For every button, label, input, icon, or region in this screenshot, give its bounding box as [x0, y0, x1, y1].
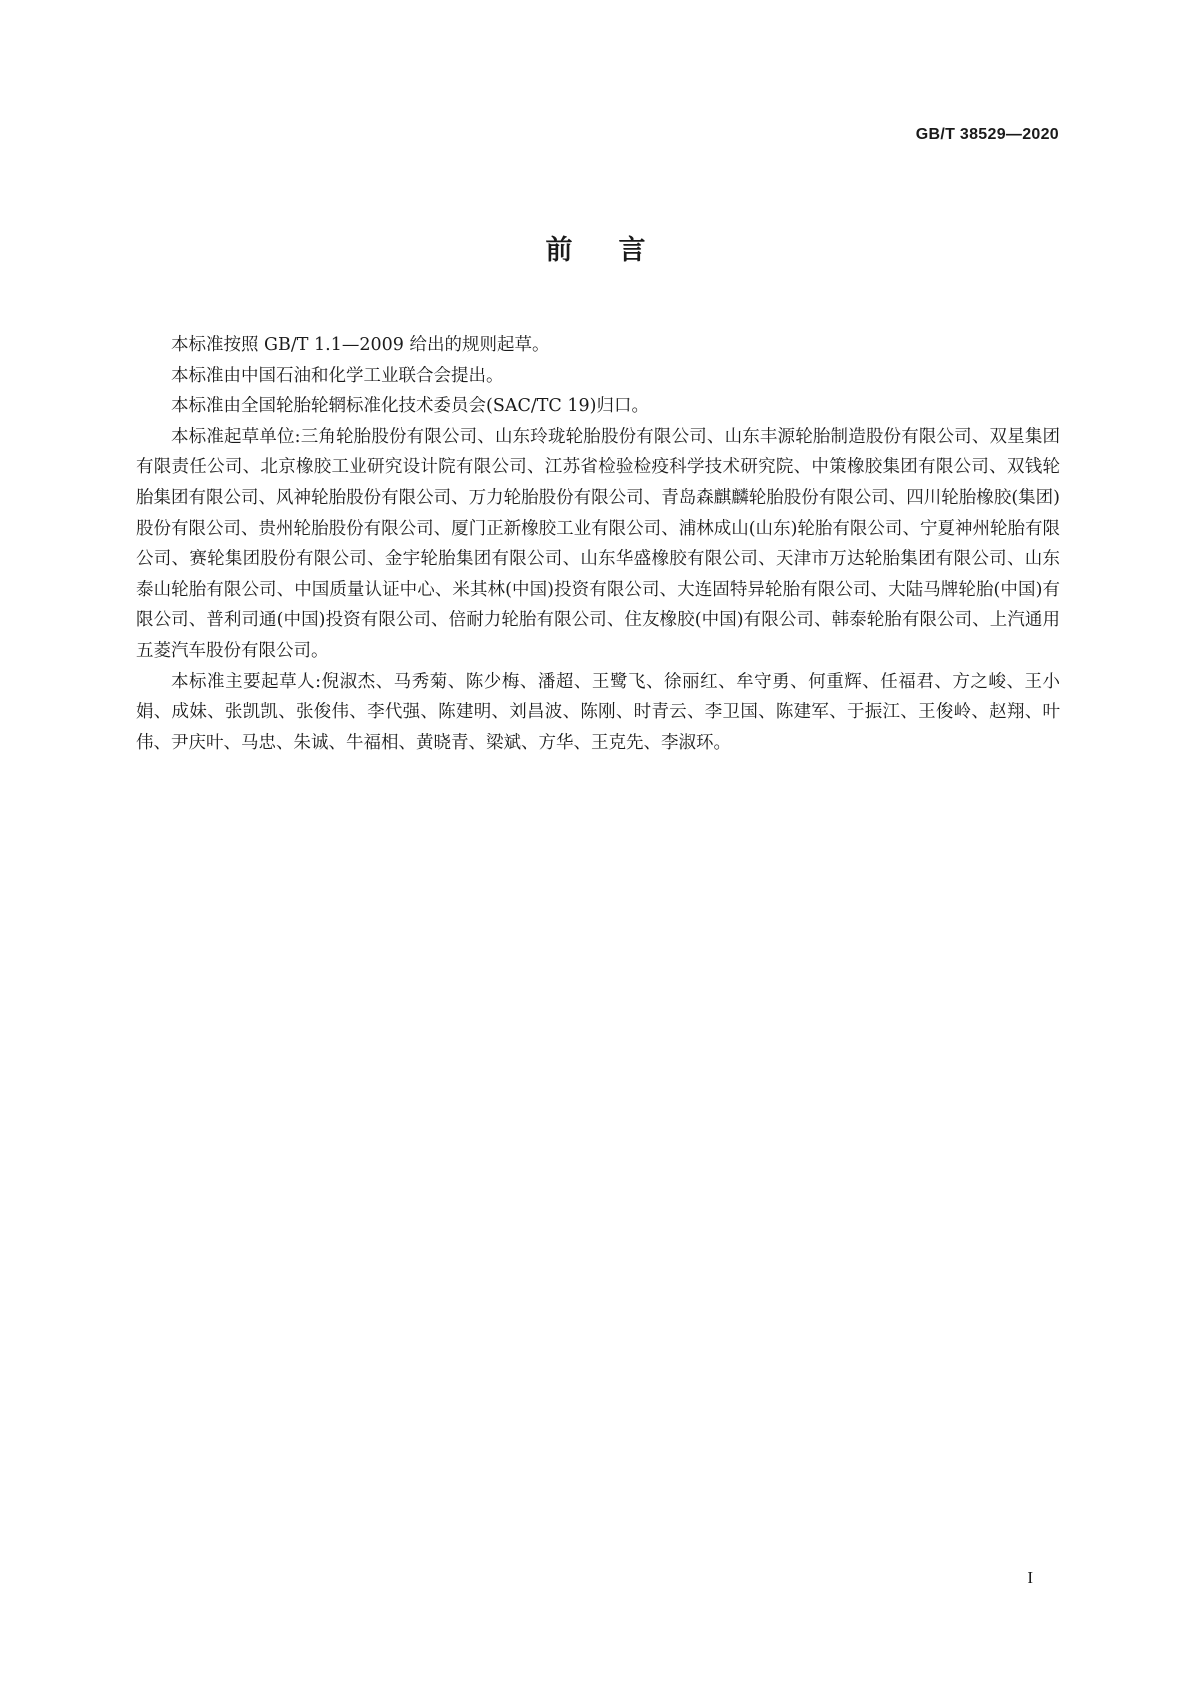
standard-code: GB/T 38529—2020	[915, 126, 1059, 143]
section-title	[0, 228, 1191, 267]
paragraph-drafting-units: 本标准起草单位:三角轮胎股份有限公司、山东玲珑轮胎股份有限公司、山东丰源轮胎制造股份有限公司、双星集团有限责任公司、北京橡胶工业研究设计院有限公司、江苏省检验检疫科学技术研究院、中策橡胶集团有限公司、双钱轮胎集团有限公司、风神轮胎股份有限公司、万力轮胎股份有限公司、青岛森麒麟轮胎股份有限公司、四川轮胎橡胶(集团)股份有限公司、贵州轮胎股份有限公司、厦门正新橡胶工业有限公司、浦林成山(山东)轮胎有限公司、宁夏神州轮胎有限公司、赛轮集团股份有限公司、金宇轮胎集团有限公司、山东华盛橡胶有限公司、天津市万达轮胎集团有限公司、山东泰山轮胎有限公司、中国质量认证中心、米其林(中国)投资有限公司、大连固特异轮胎有限公司、大陆马牌轮胎(中国)有限公司、普利司通(中国)投资有限公司、倍耐力轮胎有限公司、住友橡胶(中国)有限公司、韩泰轮胎有限公司、上汽通用五菱汽车股份有限公司。	[136, 426, 1060, 661]
paragraph-drafting-rules: 本标准按照 GB/T 1.1—2009 给出的规则起草。	[171, 335, 550, 355]
paragraph-drafters: 本标准主要起草人:倪淑杰、马秀菊、陈少梅、潘超、王鹭飞、徐丽红、牟守勇、何重辉、任福君、方之峻、王小娟、成妹、张凯凯、张俊伟、李代强、陈建明、刘昌波、陈刚、时青云、李卫国、陈建军、于振江、王俊岭、赵翔、叶伟、尹庆叶、马忠、朱诚、牛福相、黄晓青、梁斌、方华、王克先、李淑环。	[136, 671, 1060, 753]
section-title-text: 前言	[545, 235, 692, 266]
paragraph-committee: 本标准由全国轮胎轮辋标准化技术委员会(SAC/TC 19)归口。	[171, 396, 649, 417]
foreword-body	[136, 330, 1060, 758]
page-number: I	[1027, 1568, 1033, 1587]
paragraph-proposer: 本标准由中国石油和化学工业联合会提出。	[171, 365, 504, 386]
